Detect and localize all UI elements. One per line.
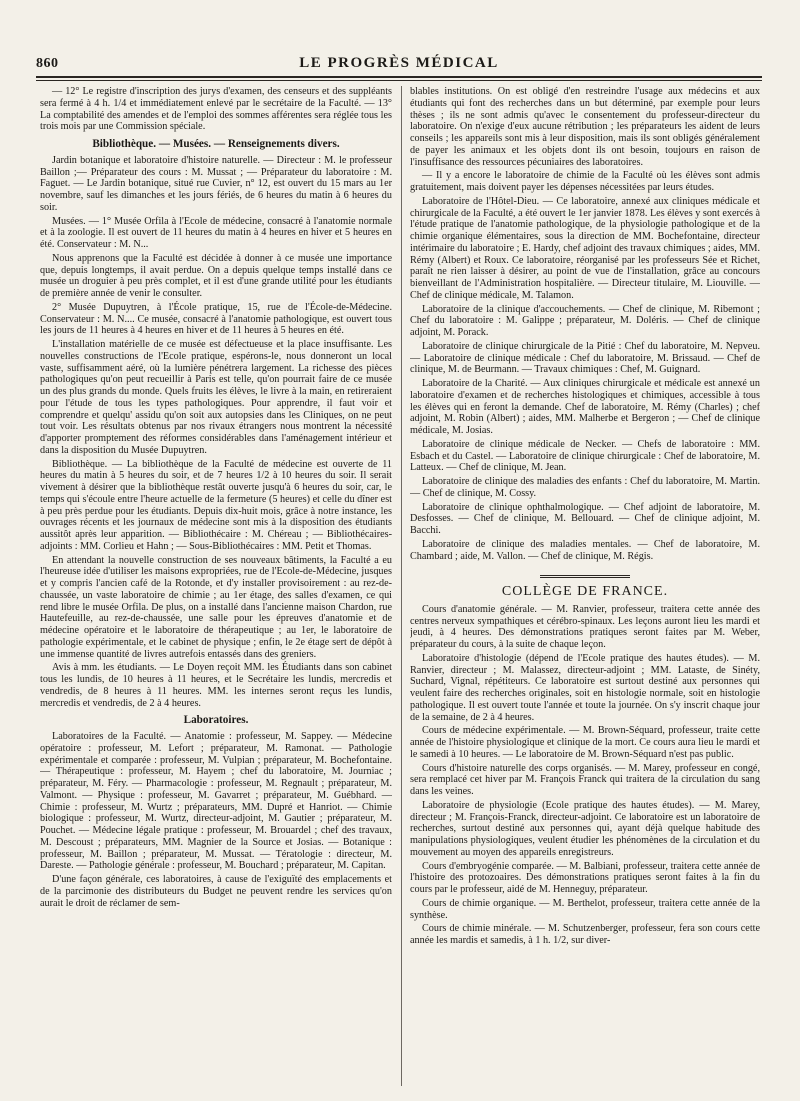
paragraph: Laboratoire de l'Hôtel-Dieu. — Ce laboratoire, annexé aux cliniques médicale et chirurgicale de la Faculté, a été ouvert le 1er janvier 1878. Les élèves y sont exercés à l'étude pratique de l'anatomie pathologique, de la physiologie pathologique et de la chimie organique élémentaires, sous la direction de MM. Bochefontaine, directeur intérimaire du laboratoire ; E. Hardy, chef adjoint des travaux chimiques ; aides, MM. Rémy (Albert) et Roux. Ce laboratoire, réorganisé par les professeurs Sée et Richet, paraît ne rien laisser à désirer, au point de vue de l'installation, grâce au concours bienveillant de l'Administration hospitalière. — Directeur titulaire, M. Liouville. — Chef de clinique médicale, M. Talamon. bbox=[410, 195, 760, 301]
paragraph: Cours d'embryogénie comparée. — M. Balbiani, professeur, traitera cette année de l'histoire des protozoaires. Des démonstrations pratiques seront faites à la fin du cours par le professeur, aidé de M. Henneguy, préparateur. bbox=[410, 860, 760, 895]
paragraph: Laboratoire de la clinique d'accouchements. — Chef de clinique, M. Ribemont ; Chef du laboratoire : M. Galippe ; préparateur, M. Doléris. — Chef de clinique adjoint, M. Porack. bbox=[410, 303, 760, 338]
section-title: COLLÈGE DE FRANCE. bbox=[501, 584, 669, 599]
section-heading: Laboratoires. bbox=[183, 714, 249, 727]
paragraph: En attendant la nouvelle construction de ses nouveaux bâtiments, la Faculté a eu l'heureuse idée d'utiliser les maisons expropriées, rue de l'Ecole-de-Médecine, jusques et y compris l'ancien café de la Rotonde, et d'y installer provisoirement : au rez-de-chaussée, un vaste laboratoire de chimie ; au 1er étage, des salles d'examen, ce qui rend libre le musée Orfila. De plus, on a installé dans l'ancienne maison Chardon, rue Hautefeuille, au rez-de-chaussée, une salle pour les épreuves d'anatomie et de médecine opératoire et le laboratoire de thérapeutique ; au 1er, le laboratoire de pathologie expérimentale, et le cabinet de physique ; enfin, le 2e étage sert de dépôt à une immense quantité de livres autrefois entassés dans des greniers. bbox=[40, 554, 392, 660]
paragraph: Cours de médecine expérimentale. — M. Brown-Séquard, professeur, traite cette année de l'histoire physiologique et clinique de la mort. Ce cours aura lieu le mardi et le samedi à 10 heures. — Le laboratoire de M. Brown-Séquard n'est pas public. bbox=[410, 725, 760, 760]
column-divider bbox=[401, 86, 402, 1086]
paragraph: 2° Musée Dupuytren, à l'École pratique, 15, rue de l'École-de-Médecine. Conservateur : M. N.... Ce musée, consacré à l'anatomie pathologique, est ouvert tous les jours de 11 heures à 4 heures en hiver et de 11 heures à 5 heures en été. bbox=[40, 301, 392, 337]
paragraph: Laboratoire de clinique des maladies des enfants : Chef du laboratoire, M. Martin. — Chef de clinique, M. Cossy. bbox=[410, 476, 760, 499]
journal-title: LE PROGRÈS MÉDICAL bbox=[299, 55, 499, 71]
section-heading: Bibliothèque. — Musées. — Renseignements divers. bbox=[92, 138, 340, 150]
paragraph: Laboratoire d'histologie (dépend de l'Ecole pratique des hautes études). — M. Ranvier, directeur ; M. Malassez, directeur-adjoint ; MM. Lataste, de Sinéty, Suchard, Vignal, répétiteurs. Ce laboratoire est surtout destiné aux personnes qui veulent faire des recherches originales, soit en histologie normale, soit en histologie pathologique. Il est ouvert toute l'année et toute la journée. On s'y inscrit chaque jour de la semaine, de 2 à 4 heures. bbox=[410, 652, 760, 723]
page-number: 860 bbox=[36, 56, 59, 71]
paragraph: Avis à mm. les étudiants. — Le Doyen reçoit MM. les Étudiants dans son cabinet tous les lundis, de 10 heures à 11 heures, et le Secrétaire les lundis, mercredis et vendredis, de 8 heures à 11 heures. MM. les internes seront reçus les lundis, mercredis et vendredis, de 2 à 4 heures. bbox=[40, 662, 392, 709]
header-rule bbox=[36, 76, 762, 81]
paragraph: Laboratoires de la Faculté. — Anatomie : professeur, M. Sappey. — Médecine opératoire : professeur, M. Lefort ; préparateur, M. Ramonat. — Pathologie expérimentale et comparée : professeur, M. Vulpian ; préparateur, M. Bochefontaine. — Thérapeutique : professeur, M. Hayem ; chef du laboratoire, M. Journiac ; préparateur, M. Féry. — Pharmacologie : professeur, M. Regnault ; préparateur, M. Valmont. — Physique : professeur, M. Gavarret ; préparateur, M. Guébhard. — Chimie : professeur, M. Wurtz ; préparateurs, MM. Dupré et Hanriot. — Chimie biologique : professeur, M. Wurtz, directeur-adjoint, M. Gautier ; préparateur, M. Pouchet. — Médecine légale pratique : professeur, M. Brouardel ; chef des travaux, M. Descoust ; préparateurs, MM. Magnier de la Source et Josias. — Botanique : professeur, M. Baillon ; préparateur, M. Mussat. — Tératologie : directeur, M. Dareste. — Pathologie générale : professeur, M. Bouchard ; préparateur, M. Capitan. bbox=[40, 731, 392, 872]
paragraph: L'installation matérielle de ce musée est défectueuse et la place insuffisante. Les nouvelles constructions de l'Ecole pratique, espérons-le, nous donneront un local vaste, suffisamment aéré, où la lumière pénétrera largement. La richesse des pièces pathologiques qu'on peut recueillir à Paris est telle, qu'on pourrait faire de ce musée un des plus grands du monde. Quels fruits les élèves, le livre à la main, en retireraient pour l'étude de tous les types pathologiques. Pour apprendre, il faut voir et comprendre et quelqu' assidu qu'on soit aux autopsies dans les Cliniques, on ne peut tout voir. Les résultats obtenus par nos rivaux étrangers nous montrent la nécessité d'apporter promptement des réformes considérables dans l'aménagement intérieur et dans la disposition du Musée Dupuytren. bbox=[40, 339, 392, 456]
paragraph: Laboratoire de clinique médicale de Necker. — Chefs de laboratoire : MM. Esbach et du Castel. — Laboratoire de clinique chirurgicale : Chef de laboratoire, M. Latteux. — Chef de clinique, M. Jean. bbox=[410, 438, 760, 474]
paragraph: Cours d'anatomie générale. — M. Ranvier, professeur, traitera cette année des centres nerveux sympathiques et cérébro-spinaux. Les leçons auront lieu les mardi et jeudi, à 4 heures. Des démonstrations pratiques seront faites par M. Weber, préparateur du cours, à la suite de chaque leçon. bbox=[410, 603, 760, 650]
paragraph: Jardin botanique et laboratoire d'histoire naturelle. — Directeur : M. le professeur Baillon ;— Préparateur des cours : M. Mussat ; — Préparateur du laboratoire : M. Faguet. — Le Jardin botanique, situé rue Cuvier, n° 12, est ouvert du 15 mars au 1er novembre, sauf les dimanches et les jours fériés, de 6 heures du matin à 6 heures du soir. bbox=[40, 154, 392, 213]
right-column bbox=[410, 86, 760, 1086]
paragraph: Laboratoire de clinique chirurgicale de la Pitié : Chef du laboratoire, M. Nepveu. — Laboratoire de clinique médicale : Chef du laboratoire, M. Brissaud. — Chef de clinique, M. de Beurmann. — Travaux chimiques : Chef, M. Guignard. bbox=[410, 340, 760, 376]
paragraph: — Il y a encore le laboratoire de chimie de la Faculté où les élèves sont admis gratuitement, mais doivent payer les dépenses nécessitées par leurs études. bbox=[410, 170, 760, 193]
paragraph: Cours de chimie organique. — M. Berthelot, professeur, traitera cette année de la synthèse. bbox=[410, 897, 760, 921]
paragraph: D'une façon générale, ces laboratoires, à cause de l'exiguïté des emplacements et de la parcimonie des distributeurs du Budget ne peuvent rendre les services qu'on aurait le droit de réclamer de sem- bbox=[40, 874, 392, 909]
page-header bbox=[36, 52, 762, 74]
paragraph: Laboratoire de clinique ophthalmologique. — Chef adjoint de laboratoire, M. Desfosses. — Chef de clinique, M. Bellouard. — Chef de clinique adjoint, M. Bacchi. bbox=[410, 501, 760, 536]
paragraph: — 12° Le registre d'inscription des jurys d'examen, des censeurs et des suppléants sera fermé à 4 h. 1/4 et immédiatement enlevé par le secrétaire de la Faculté. — 13° La comptabilité des amendes et de l'emploi des sommes afférentes sera réglée tous les trois mois par une Commission spéciale. bbox=[40, 86, 392, 133]
paragraph: blables institutions. On est obligé d'en restreindre l'usage aux médecins et aux étudiants qui font des recherches dans un but déterminé, par exemple pour leurs thèses ; ils ne sont admis qu'avec le consentement du professeur-directeur du laboratoire. On n'exige d'eux aucune rétribution ; les préparateurs les aident de leurs conseils ; les appareils sont mis à leur disposition, mais ils sont obligés généralement de payer les animaux et les objets dont ils ont besoin, toujours en raison de l'insuffisance des ressources pécuniaires des laboratoires. bbox=[410, 86, 760, 168]
paragraph: Nous apprenons que la Faculté est décidée à donner à ce musée une importance que, depuis longtemps, il avait perdue. On a depuis quelque temps installé dans ce musée un droguier à peu près complet, et il est d'une grande utilité pour les étudiants de première année de venir le consulter. bbox=[40, 252, 392, 299]
paragraph: Cours de chimie minérale. — M. Schutzenberger, professeur, fera son cours cette année les mardis et samedis, à 1 h. 1/2, sur diver- bbox=[410, 923, 760, 946]
paragraph: Laboratoire de clinique des maladies mentales. — Chef de laboratoire, M. Chambard ; aide, M. Vallon. — Chef de clinique, M. Régis. bbox=[410, 538, 760, 562]
left-column bbox=[40, 86, 392, 1086]
paragraph: Bibliothèque. — La bibliothèque de la Faculté de médecine est ouverte de 11 heures du matin à 5 heures du soir, et de 7 heures 1/2 à 10 heures du soir. Il serait vivement à désirer que la bibliothèque restât ouverte jusqu'à 6 heures du soir, car, le temps qui s'écoule entre l'heure actuelle de la fermeture (5 heures) et celle du dîner est à peu près perdue pour les étudiants. Depuis dix-huit mois, grâce à notre instance, les ouvrages récents et les journaux de médecine sont mis à la disposition des étudiants aussitôt après leur apparition. — Bibliothécaire : M. Chéreau ; — Bibliothécaires-adjoints : MM. Corlieu et Hahn ; — Sous-Bibliothécaires : MM. Petit et Thomas. bbox=[40, 458, 392, 552]
paragraph: Musées. — 1° Musée Orfila à l'Ecole de médecine, consacré à l'anatomie normale et à la zoologie. Il est ouvert de 11 heures du matin à 4 heures en hiver et 5 heures en été. Conservateur : M. N... bbox=[40, 215, 392, 250]
paragraph: Laboratoire de physiologie (Ecole pratique des hautes études). — M. Marey, directeur ; M. François-Franck, directeur-adjoint. Ce laboratoire est un laboratoire de recherches, surtout destiné aux personnes qui, ayant déjà quelque habitude des manipulations physiologiques, veulent étudier les phénomènes de la circulation et du mouvement au moyen des appareils enregistreurs. bbox=[410, 799, 760, 858]
paragraph: Cours d'histoire naturelle des corps organisés. — M. Marey, professeur en congé, sera remplacé cet hiver par M. François Franck qui traitera de la circulation du sang dans les veines. bbox=[410, 762, 760, 797]
paragraph: Laboratoire de la Charité. — Aux cliniques chirurgicale et médicale est annexé un laboratoire d'examen et de recherches histologiques et chimiques, accessible à tous les élèves qui en feront la demande. Chef de laboratoire, M. Rémy (Charles) ; chef adjoint, M. Robin (Albert) ; aides, MM. Malherbe et Bergeron ; — Chef de clinique médicale, M. Josias. bbox=[410, 378, 760, 436]
section-ornament bbox=[410, 570, 760, 582]
